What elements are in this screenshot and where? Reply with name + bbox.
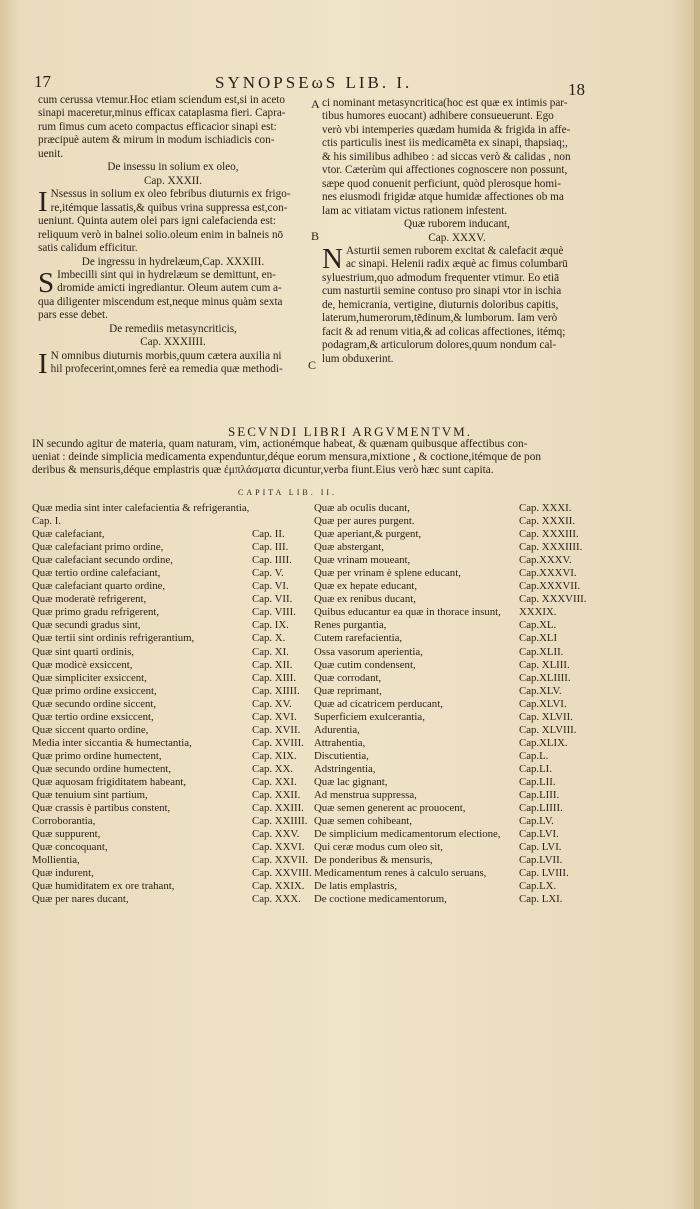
toc-entry-title: Quæ semen generent ac prouocent, <box>314 802 466 815</box>
toc-entry-chapter: Cap.XLIX. <box>519 736 568 749</box>
text-line: ctis particulis inest iis medicamēta ex sinapi, thapsiaq;, <box>322 137 568 150</box>
toc-entry <box>32 737 312 750</box>
text-line: rum fimus cum aceto compactus efficacior sinapi est: <box>38 120 277 133</box>
toc-entry <box>314 685 596 698</box>
toc-entry-title: Quæ corrodant, <box>314 671 382 684</box>
toc-entry-title: Quæ primo gradu refrigerent, <box>32 606 160 619</box>
toc-entry <box>314 867 596 880</box>
toc-entry-chapter: Cap.XXXVI. <box>519 567 577 580</box>
toc-entry-title: Cutem rarefacientia, <box>314 632 403 645</box>
toc-right-column <box>314 502 596 906</box>
section-heading: De insessu in solium ex oleo, <box>107 161 239 174</box>
page-edge <box>694 0 700 1209</box>
toc-entry-chapter: Cap.LIIII. <box>519 802 563 815</box>
toc-entry-chapter: Cap.LX. <box>519 880 557 893</box>
text-line: IN secundo agitur de materia, quam naturam, vim, actionémque habeat, & quænam quibusque affectibus con- <box>32 438 528 450</box>
toc-entry-chapter: Cap. XXV. <box>252 828 300 841</box>
text-line: nes eiusmodi frigidæ atque humidæ affectiones ob ma <box>322 191 564 204</box>
toc-entry-title: Quæ calefaciant secundo ordine, <box>32 554 173 567</box>
toc-entry-chapter: Cap. VIII. <box>252 606 296 619</box>
toc-entry-title: Quæ suppurent, <box>32 828 101 841</box>
toc-entry-chapter: Cap. XXVIII. <box>252 867 312 880</box>
toc-entry <box>32 750 312 763</box>
left-column <box>38 94 308 380</box>
text-line: syluestrium,quo admodum frequenter vtimur. Eo etiā <box>322 271 560 284</box>
toc-entry-title: Quæ primo ordine exsiccent, <box>32 684 157 697</box>
toc-entry-title: Quæ media sint inter calefacientia & refrigerantia, <box>32 502 250 514</box>
toc-entry-title: Quæ secundo ordine siccent, <box>32 697 157 710</box>
text-line: vtor. Cæterùm qui affectiones cognoscere non possunt, <box>322 164 568 177</box>
text-line: pars esse debet. <box>38 309 108 322</box>
toc-entry <box>314 528 596 541</box>
toc-entry <box>314 893 596 906</box>
toc-entry-title: Quæ aquosam frigiditatem habeant, <box>32 775 187 788</box>
toc-left-column <box>32 502 312 906</box>
toc-entry <box>32 659 312 672</box>
toc-entry <box>32 685 312 698</box>
toc-entry-chapter: Cap.LV. <box>519 815 554 828</box>
toc-entry <box>314 854 596 867</box>
drop-cap: S <box>38 266 55 299</box>
toc-entry <box>32 789 312 802</box>
toc-entry <box>314 502 596 515</box>
chapter-number: Cap. XXXII. <box>143 174 203 187</box>
toc-entry <box>32 880 312 893</box>
running-title: SYNOPSEωS LIB. I. <box>215 73 413 92</box>
text-line: tibus humores euocant) adhibere consueuerunt. Ego <box>322 110 554 123</box>
toc-entry <box>314 841 596 854</box>
toc-entry-chapter: Cap.XLVI. <box>519 697 567 710</box>
toc-entry <box>314 659 596 672</box>
toc-entry <box>32 711 312 724</box>
toc-entry <box>314 567 596 580</box>
toc-entry-chapter: Cap. XXXVIII. <box>519 593 587 606</box>
text-line: Nsessus in solium ex oleo febribus diuturnis ex frigo- <box>50 188 291 201</box>
toc-entry <box>32 606 312 619</box>
text-line: lum obduxerint. <box>322 352 394 365</box>
toc-entry <box>314 724 596 737</box>
text-line: deribus & mensuris,déque emplastris quæ ἐμπλάσματα dicuntur,verba fiunt.Eius verò hæc sunt capita. <box>32 464 494 476</box>
toc-entry-title: Quæ simpliciter exsiccent, <box>32 671 147 684</box>
toc-entry-title: Ossa vasorum aperientia, <box>314 645 423 658</box>
text-line: laterum,humerorum,tēdinum,& lumborum. Iam verò <box>322 312 558 325</box>
toc-entry-chapter: Cap. XII. <box>252 658 293 671</box>
toc-entry-title: Quæ ex renibus ducant, <box>314 593 416 606</box>
section-heading: De remediis metasyncriticis, <box>109 322 237 335</box>
toc-entry-chapter: Cap. IX. <box>252 619 289 632</box>
toc-entry-title: Superficiem exulcerantia, <box>314 710 425 723</box>
toc-entry <box>32 698 312 711</box>
toc-entry-title: Quæ ab oculis ducant, <box>314 502 410 514</box>
toc-entry-title: Quæ ex hepate educant, <box>314 580 418 593</box>
toc-entry-chapter: Cap. XXX. <box>252 893 301 906</box>
toc-entry <box>32 554 312 567</box>
toc-entry-title: Quæ vrinam moueant, <box>314 554 411 567</box>
margin-letter: C <box>308 358 317 372</box>
toc-entry-chapter: Cap. XX. <box>252 762 294 775</box>
toc-entry-chapter: Cap. III. <box>252 541 289 554</box>
drop-cap: I <box>38 186 48 219</box>
toc-entry-chapter: Cap.L. <box>519 749 549 762</box>
toc-entry <box>314 802 596 815</box>
toc-entry <box>32 893 312 906</box>
toc-entry-chapter: Cap. II. <box>252 528 285 541</box>
left-page-number: 17 <box>34 72 51 91</box>
text-line: dromide amicti ingrediantur. Oleum autem cum a- <box>57 282 282 295</box>
toc-entry-title: Quæ humiditatem ex ore trahant, <box>32 880 175 893</box>
toc-entry-chapter: Cap.LIII. <box>519 789 560 802</box>
toc-entry <box>314 632 596 645</box>
text-line: ueniat : deinde simplicia medicamenta expenduntur,déque eorum mensura,mixtione , & coctione,itémque de pon <box>32 451 542 463</box>
toc-entry <box>32 815 312 828</box>
toc-entry-title: Ad menstrua suppressa, <box>314 789 417 802</box>
toc-entry-title: De coctione medicamentorum, <box>314 893 447 906</box>
toc-entry-title: Quæ per aures purgent. <box>314 515 415 528</box>
toc-entry-title: Quæ semen cohibeant, <box>314 815 413 828</box>
toc-entry-chapter: Cap.LI. <box>519 762 552 775</box>
toc-entry-chapter: Cap.XXXV. <box>519 554 572 567</box>
toc-entry-title: Quæ secundo ordine humectent, <box>32 762 172 775</box>
text-line: Asturtii semen ruborem excitat & calefacit æquè <box>345 244 564 257</box>
toc-entry-title: Quæ per vrinam è splene educant, <box>314 567 461 580</box>
toc-entry <box>314 789 596 802</box>
drop-cap: I <box>38 347 48 380</box>
toc-entry-title: Quæ crassis è partibus constent, <box>32 802 171 815</box>
text-line: ci nominant metasyncritica(hoc est quæ ex intimis par- <box>322 97 568 109</box>
toc-entry <box>314 515 596 528</box>
toc-entry-title: Quæ tenuium sint partium, <box>32 789 148 802</box>
text-line: uenit. <box>38 147 64 160</box>
toc-entry-chapter: Cap. XVII. <box>252 723 301 736</box>
toc-entry <box>314 646 596 659</box>
toc-entry <box>32 580 312 593</box>
toc-entry-title: Discutientia, <box>314 749 369 762</box>
chapter-number: Cap. XXXV. <box>428 231 486 244</box>
toc-entry-title: Quæ tertio ordine exsiccent, <box>32 710 154 723</box>
toc-entry-chapter: Cap. LVIII. <box>519 867 569 880</box>
toc-entry-chapter: Cap. XXXIII. <box>519 528 579 541</box>
toc-entry-chapter: Cap. XVI. <box>252 710 297 723</box>
text-line: ueniunt. Quinta autem olei pars igni calefacienda est: <box>38 215 276 228</box>
toc-entry-title: Quæ primo ordine humectent, <box>32 749 162 762</box>
text-line: cum cerussa vtemur.Hoc etiam sciendum est,si in aceto <box>38 94 285 106</box>
toc-entry <box>32 528 312 541</box>
toc-entry <box>32 724 312 737</box>
toc-entry-title: Mollientia, <box>32 854 80 867</box>
toc-entry-chapter: Cap. V. <box>252 567 284 580</box>
toc-entry <box>32 541 312 554</box>
toc-entry <box>32 776 312 789</box>
toc-entry-chapter: Cap. XIIII. <box>252 684 300 697</box>
toc-entry-chapter: Cap. XLVIII. <box>519 723 577 736</box>
toc-entry-title: De simplicium medicamentorum electione, <box>314 828 501 841</box>
text-line: cum nasturtii semine contuso pro sinapi vtor in ischia <box>322 285 562 298</box>
toc-entry-chapter: Cap. XLIII. <box>519 658 570 671</box>
toc-entry-title: Quæ aperiant,& purgent, <box>314 528 422 541</box>
toc-entry <box>32 567 312 580</box>
text-line: Imbecilli sint qui in hydrelæum se demittunt, en- <box>57 268 276 281</box>
toc-entry-chapter: Cap. VI. <box>252 580 289 593</box>
toc-entry-title: De ponderibus & mensuris, <box>314 854 433 867</box>
toc-entry-title: Quæ indurent, <box>32 867 94 880</box>
toc-entry-chapter: Cap. XXXII. <box>519 515 576 528</box>
paragraph <box>38 266 308 323</box>
text-line: hil profecerint,omnes ferè ea remedia quæ methodi- <box>50 363 283 376</box>
toc-entry-title: Cap. I. <box>32 515 62 528</box>
text-line: N omnibus diuturnis morbis,quum cætera auxilia ni <box>50 349 282 362</box>
paragraph <box>38 188 308 255</box>
toc-entry-title: Quæ ad cicatricem perducant, <box>314 697 443 710</box>
chapter-number: Cap. XXXIIII. <box>140 336 206 349</box>
margin-letter: B <box>311 229 320 243</box>
toc-entry-chapter: Cap.XLV. <box>519 684 562 697</box>
toc-entry-title: Qui ceræ modus cum oleo sit, <box>314 841 443 854</box>
text-line: de, hemicrania, vertigine, diuturnis doloribus capitis, <box>322 298 559 311</box>
paragraph <box>38 347 308 380</box>
toc-entry <box>314 737 596 750</box>
text-line: sinapi maceretur,minus efficax cataplasma fieri. Capra- <box>38 107 286 120</box>
toc-entry-chapter: Cap.XLI <box>519 632 558 645</box>
toc-entry <box>32 672 312 685</box>
toc-entry-title: Quibus educantur ea quæ in thorace insunt, <box>314 606 501 619</box>
text-line: ac sinapi. Helenii radix æquè ac fimus columbarū <box>345 258 568 271</box>
toc-entry <box>314 776 596 789</box>
toc-entry-chapter: Cap. XIII. <box>252 671 297 684</box>
toc-entry-title: Quæ modicè exsiccent, <box>32 658 133 671</box>
toc-entry-chapter: Cap. XV. <box>252 697 292 710</box>
toc-entry-title: Quæ calefaciant, <box>32 528 105 541</box>
toc-entry-title: Quæ concoquant, <box>32 841 108 854</box>
toc-entry-title: Renes purgantia, <box>314 619 387 632</box>
toc-entry-chapter: Cap. X. <box>252 632 286 645</box>
toc-entry-chapter: Cap. XI. <box>252 645 289 658</box>
toc-entry-title: Quæ tertii sint ordinis refrigerantium, <box>32 632 195 645</box>
toc-entry-title: Quæ reprimant, <box>314 684 382 697</box>
toc-entry-chapter: Cap. XXIIII. <box>252 815 308 828</box>
toc-entry-chapter: Cap. XXXI. <box>519 502 572 514</box>
second-book-intro <box>32 438 592 477</box>
toc-entry <box>32 802 312 815</box>
toc-entry <box>314 828 596 841</box>
toc-entry-chapter: Cap. XXIX. <box>252 880 305 893</box>
toc-entry <box>32 646 312 659</box>
toc-entry-title: Quæ secundi gradus sint, <box>32 619 141 632</box>
text-line: re,itémque lassatis,& quibus vrina suppressa est,con- <box>50 201 288 214</box>
toc-entry <box>314 593 596 606</box>
toc-entry-title: Quæ sint quarti ordinis, <box>32 645 134 658</box>
toc-entry-title: De latis emplastris, <box>314 880 398 893</box>
text-line: reliquum verò in balnei solio.oleum enim in balneis nō <box>38 228 284 241</box>
toc-entry-chapter: Cap.LVII. <box>519 854 563 867</box>
toc-entry-title: Quæ cutim condensent, <box>314 658 416 671</box>
toc-entry-title: Quæ moderatè refrigerent, <box>32 593 147 606</box>
toc-entry-title: Quæ tertio ordine calefaciant, <box>32 567 161 580</box>
toc-entry <box>32 515 312 528</box>
text-line: qua diligenter miscendum est,neque minus quàm sexta <box>38 295 283 308</box>
toc-entry <box>32 502 312 515</box>
toc-entry-title: Quæ calefaciant primo ordine, <box>32 541 164 554</box>
toc-entry-title: Quæ calefaciant quarto ordine, <box>32 580 166 593</box>
toc-entry-chapter: Cap. XXVII. <box>252 854 309 867</box>
toc-entry <box>32 841 312 854</box>
toc-entry-chapter: Cap. XIX. <box>252 749 297 762</box>
toc-entry-title: Medicamentum renes à calculo seruans, <box>314 867 487 880</box>
toc-entry-chapter: Cap.XL. <box>519 619 557 632</box>
toc-entry-chapter: Cap. LVI. <box>519 841 562 854</box>
right-page-number: 18 <box>568 80 585 99</box>
toc-entry <box>314 554 596 567</box>
second-book-title: SECVNDI LIBRI ARGVMENTVM. <box>228 424 472 439</box>
toc-entry <box>314 619 596 632</box>
toc-entry-chapter: Cap. XXII. <box>252 789 301 802</box>
text-line: facit & ad renum vitia,& ad colicas affectiones, itémq; <box>322 325 566 338</box>
drop-cap: N <box>322 242 343 275</box>
toc-entry <box>32 619 312 632</box>
toc-entry <box>32 593 312 606</box>
toc-entry <box>314 880 596 893</box>
toc-entry-chapter: Cap. LXI. <box>519 893 563 906</box>
toc-entry-chapter: Cap. IIII. <box>252 554 292 567</box>
toc-entry <box>314 763 596 776</box>
right-column <box>322 97 592 366</box>
toc-entry-chapter: XXXIX. <box>519 606 557 619</box>
toc-entry <box>314 750 596 763</box>
toc-entry <box>314 541 596 554</box>
toc-entry-chapter: Cap. XXVI. <box>252 841 305 854</box>
toc-entry-chapter: Cap.LII. <box>519 775 556 788</box>
toc-entry <box>314 606 596 619</box>
toc-entry <box>314 815 596 828</box>
toc-entry-chapter: Cap.XXXVII. <box>519 580 581 593</box>
toc-entry-chapter: Cap. XLVII. <box>519 710 573 723</box>
toc-entry-chapter: Cap.XLIIII. <box>519 671 571 684</box>
paragraph <box>322 242 592 366</box>
text-line: satis calidum efficitur. <box>38 242 138 255</box>
text-line: verò vbi intemperies quædam humida & frigida in affe- <box>322 123 571 136</box>
capita-heading: CAPITA LIB. II. <box>238 488 338 497</box>
toc-entry-title: Attrahentia, <box>314 736 366 749</box>
text-line: & his similibus adhibeo : ad siccas verò & calidas , non <box>322 150 571 163</box>
text-line: lam ac vitiatam victus rationem infestent. <box>322 204 508 217</box>
toc-entry-title: Quæ per nares ducant, <box>32 893 129 906</box>
toc-entry <box>314 698 596 711</box>
text-line: præcipuè autem & mirum in modum ischiadicis con- <box>38 134 275 147</box>
toc-entry-chapter: Cap. VII. <box>252 593 293 606</box>
toc-entry-chapter: Cap. XXXIIII. <box>519 541 583 554</box>
toc-entry <box>32 854 312 867</box>
section-heading: Quæ ruborem inducant, <box>404 218 510 231</box>
toc-entry-title: Quæ abstergant, <box>314 541 384 554</box>
toc-entry <box>32 632 312 645</box>
toc-entry-chapter: Cap.LVI. <box>519 828 559 841</box>
toc-entry <box>32 763 312 776</box>
toc-entry-title: Corroborantia, <box>32 815 96 828</box>
toc-entry-title: Adstringentia, <box>314 762 376 775</box>
toc-entry-chapter: Cap. XXI. <box>252 775 297 788</box>
toc-entry <box>314 711 596 724</box>
text-line: podagram,& articulorum dolores,quum nondum cal- <box>322 339 557 352</box>
toc-entry-title: Adurentia, <box>314 723 360 736</box>
toc-entry-chapter: Cap.XLII. <box>519 645 564 658</box>
toc-entry <box>32 828 312 841</box>
toc-entry-title: Quæ lac gignant, <box>314 775 388 788</box>
toc-entry-title: Media inter siccantia & humectantia, <box>32 736 192 749</box>
toc-entry <box>32 867 312 880</box>
section-heading: De ingressu in hydrelæum,Cap. XXXIII. <box>81 255 265 268</box>
toc-entry-chapter: Cap. XVIII. <box>252 736 304 749</box>
text-line: sæpe quod conuenit perficiunt, quòd plerosque homi- <box>322 177 561 190</box>
toc-entry <box>314 672 596 685</box>
toc-entry-chapter: Cap. XXIII. <box>252 802 304 815</box>
toc-entry-title: Quæ siccent quarto ordine, <box>32 723 149 736</box>
toc-entry <box>314 580 596 593</box>
margin-letter: A <box>311 97 320 111</box>
